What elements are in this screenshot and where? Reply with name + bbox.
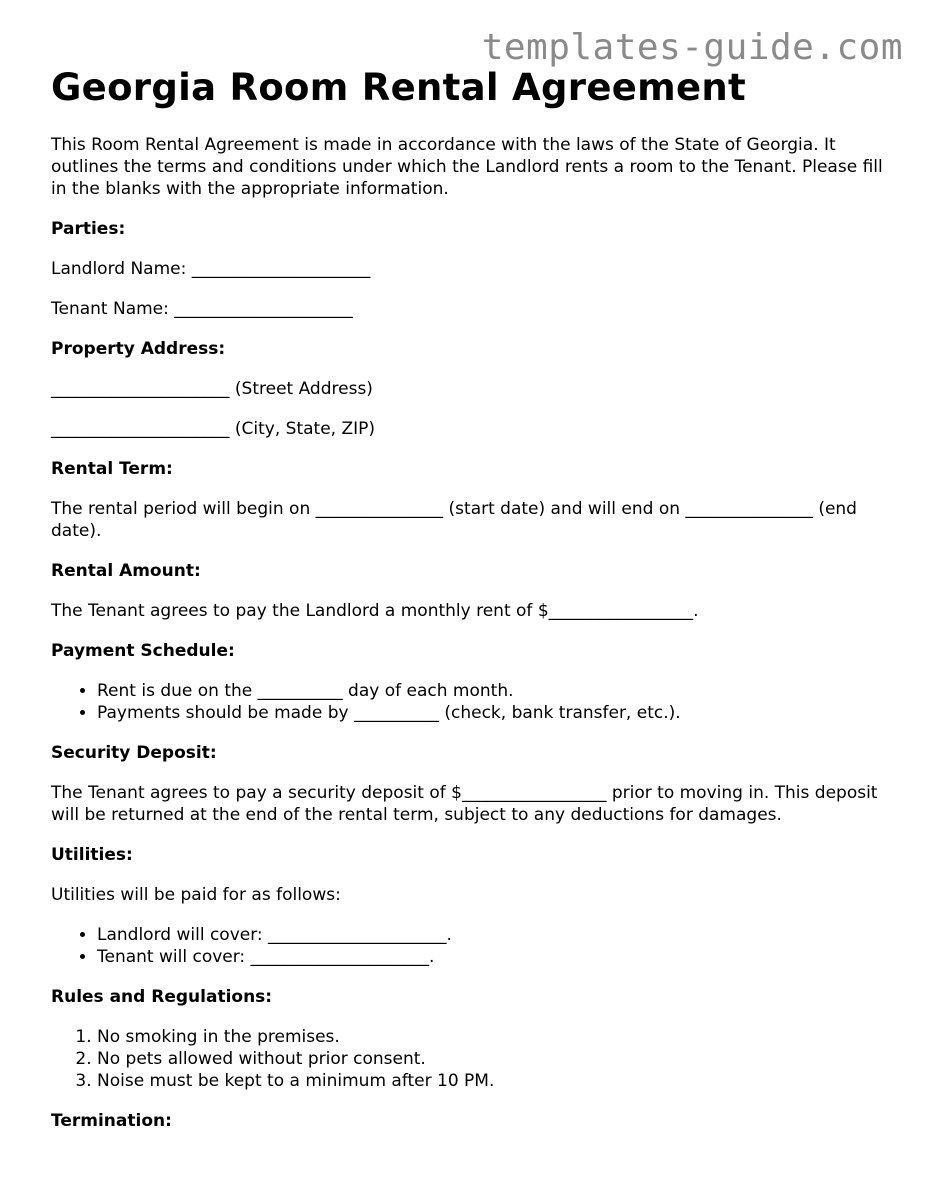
- rental-amount-text: The Tenant agrees to pay the Landlord a monthly rent of $_________________.: [51, 601, 699, 621]
- rules-heading: Rules and Regulations:: [51, 987, 273, 1007]
- list-item: • Landlord will cover: _____________________.: [97, 924, 901, 946]
- list-item: • Tenant will cover: _____________________.: [97, 946, 901, 968]
- tenant-name-line: Tenant Name: _____________________: [51, 299, 353, 319]
- page-title: Georgia Room Rental Agreement: [51, 66, 746, 109]
- landlord-name-line: Landlord Name: _____________________: [51, 259, 371, 279]
- security-deposit-text: The Tenant agrees to pay a security deposit of $_________________ prior to moving in. This deposit will be returned at the end of the rental term, subject to any deductions for damages.: [51, 783, 878, 825]
- city-state-zip-line: _____________________ (City, State, ZIP): [51, 419, 376, 439]
- utilities-text: Utilities will be paid for as follows:: [51, 885, 341, 905]
- rules-list: [51, 1026, 901, 1092]
- list-item: 3. Noise must be kept to a minimum after 10 PM.: [97, 1070, 901, 1092]
- document-page: [51, 64, 901, 1132]
- rental-amount-heading: Rental Amount:: [51, 561, 201, 581]
- intro-paragraph: This Room Rental Agreement is made in accordance with the laws of the State of Georgia. It outlines the terms and conditions under which the Landlord rents a room to the Tenant. Please fill in the blanks with the appropriate information.: [51, 135, 883, 199]
- list-item: • Rent is due on the __________ day of each month.: [97, 680, 901, 702]
- payment-schedule-heading: Payment Schedule:: [51, 641, 235, 661]
- payment-schedule-list: [51, 680, 901, 724]
- street-address-line: _____________________ (Street Address): [51, 379, 373, 399]
- list-item: 2. No pets allowed without prior consent.: [97, 1048, 901, 1070]
- termination-heading: Termination:: [51, 1111, 172, 1131]
- parties-heading: Parties:: [51, 219, 126, 239]
- rental-term-heading: Rental Term:: [51, 459, 173, 479]
- list-item: • Payments should be made by __________ (check, bank transfer, etc.).: [97, 702, 901, 724]
- security-deposit-heading: Security Deposit:: [51, 743, 217, 763]
- rental-term-text: The rental period will begin on _______________ (start date) and will end on _______________ (end date).: [51, 499, 857, 541]
- utilities-heading: Utilities:: [51, 845, 133, 865]
- list-item: 1. No smoking in the premises.: [97, 1026, 901, 1048]
- watermark: templates-guide.com: [481, 27, 903, 68]
- property-address-heading: Property Address:: [51, 339, 226, 359]
- utilities-list: [51, 924, 901, 968]
